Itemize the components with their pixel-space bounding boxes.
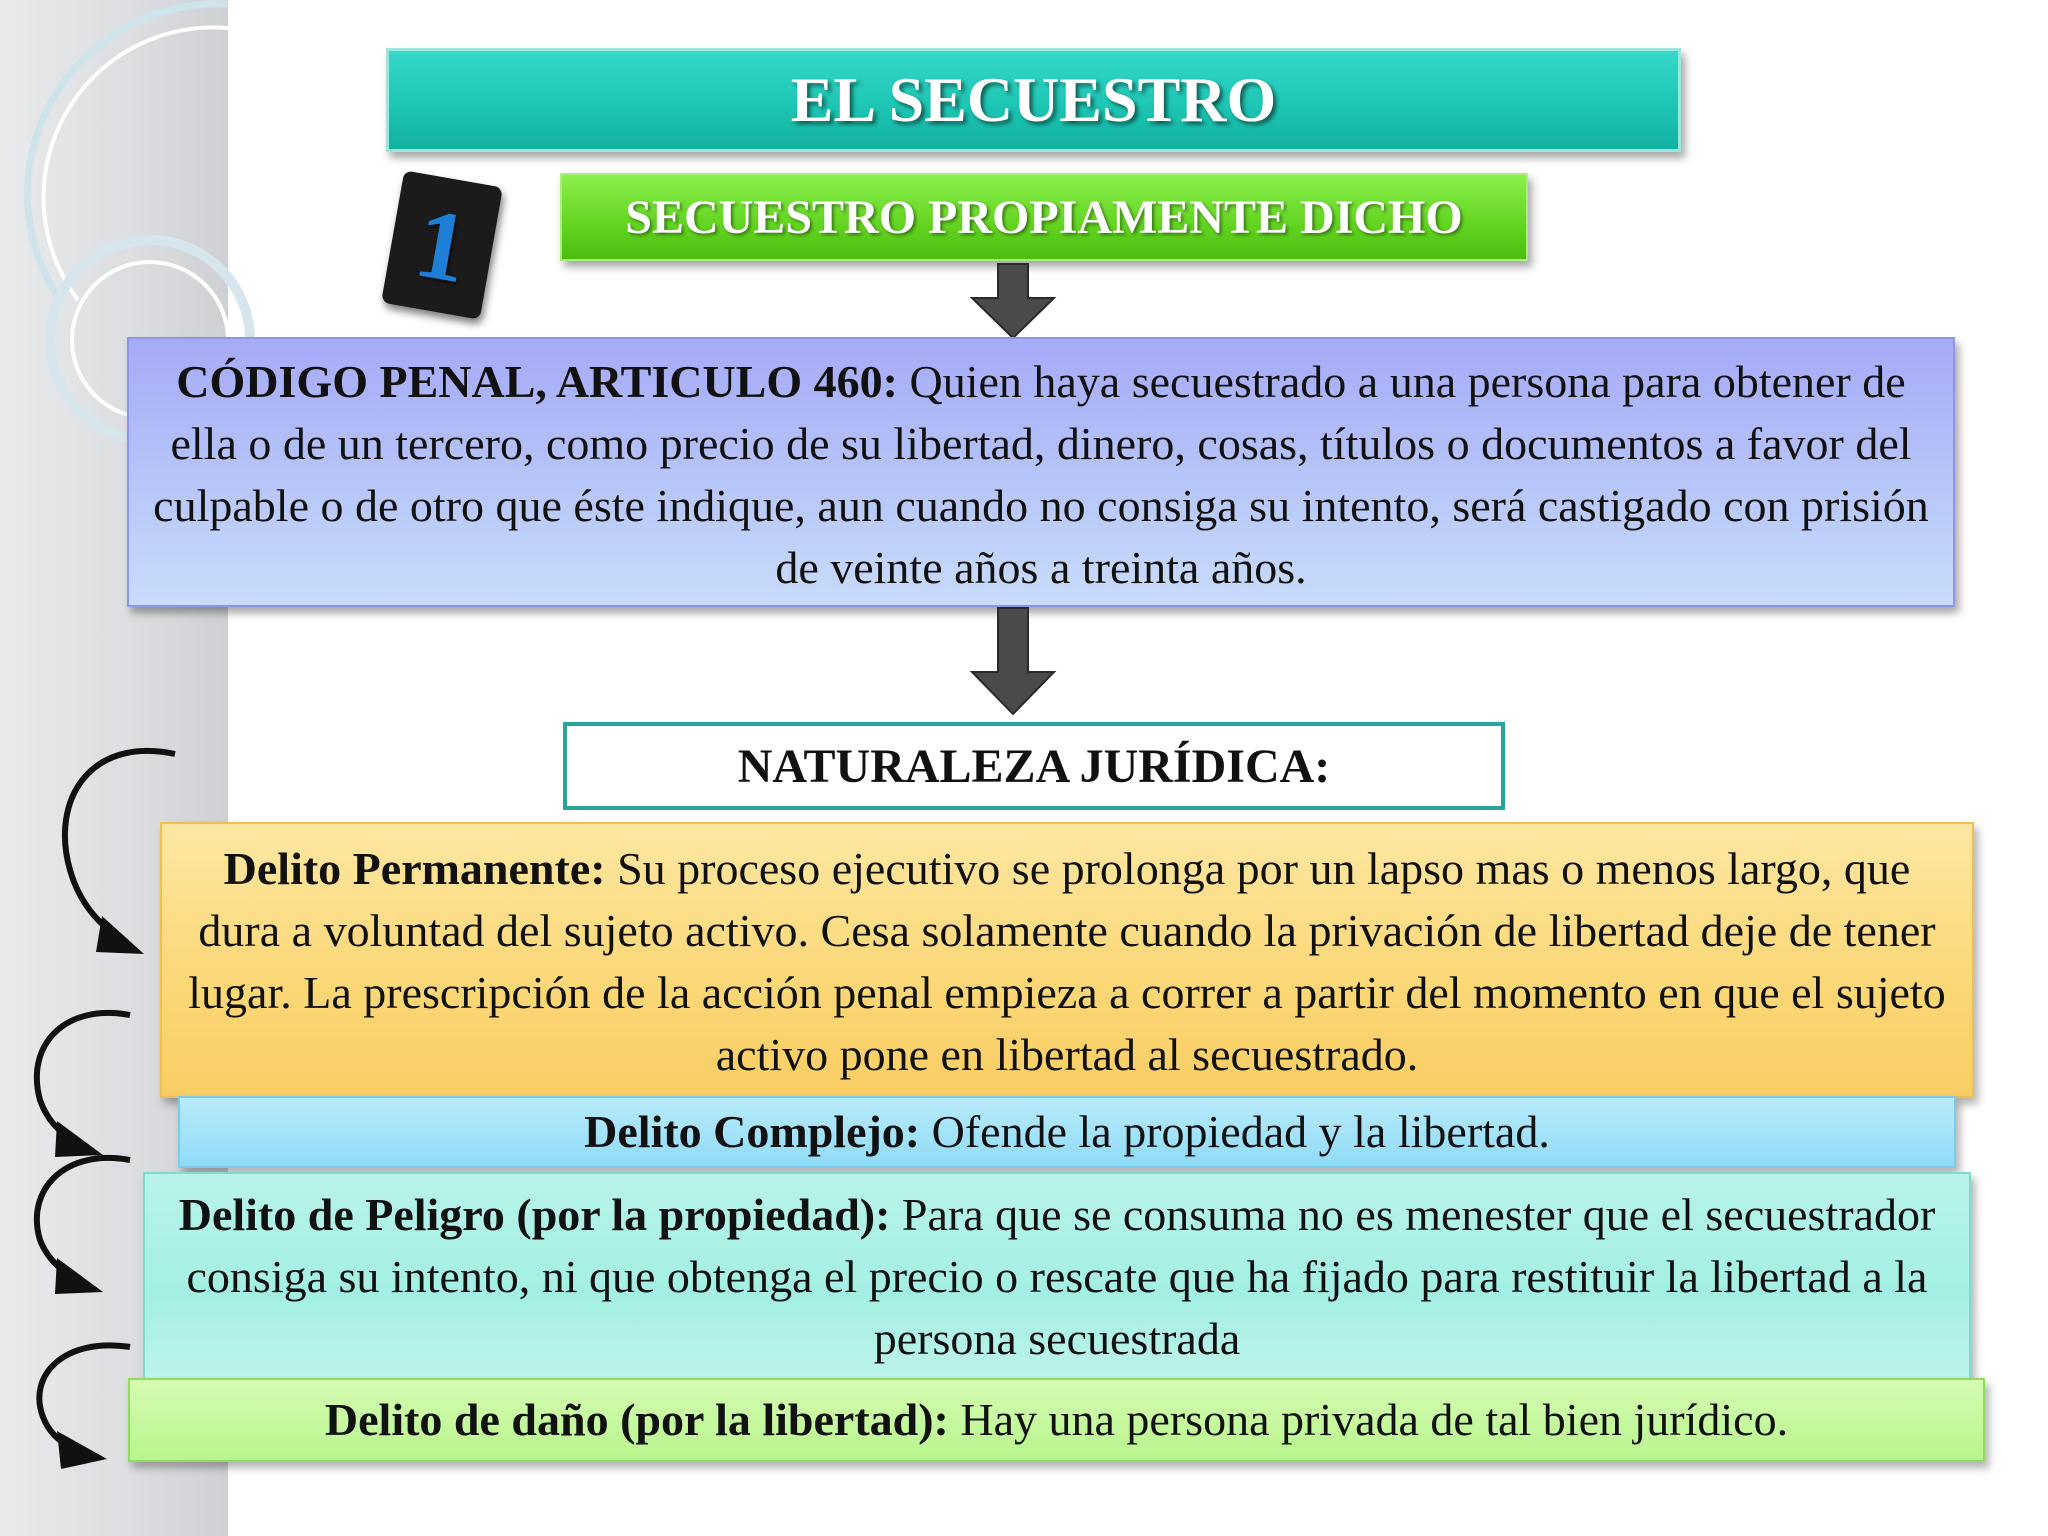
curved-arrow-icon [15, 1005, 145, 1165]
nature-heading: NATURALEZA JURÍDICA: [737, 739, 1331, 793]
badge-number: 1 [407, 186, 477, 304]
subtitle-banner [560, 173, 1528, 261]
complex-text: Ofende la propiedad y la libertad. [920, 1106, 1550, 1157]
nature-heading-box [563, 722, 1505, 810]
code-article-box [127, 337, 1955, 607]
down-arrow-icon [968, 262, 1058, 342]
page-title: EL SECUESTRO [790, 64, 1277, 135]
danger-text: Para que se consuma no es menester que el secuestrador consiga su intento, ni que obtenga el precio o rescate que ha fijado para restituir la libertad a la persona secuestrada [186, 1189, 1936, 1364]
complex-label: Delito Complejo: [584, 1106, 921, 1157]
permanent-label: Delito Permanente: [223, 843, 606, 894]
title-banner [386, 48, 1681, 152]
curved-arrow-icon [30, 740, 180, 970]
curved-arrow-icon [15, 1150, 145, 1300]
complex-crime-box [178, 1096, 1956, 1168]
damage-crime-box [128, 1378, 1985, 1462]
down-arrow-icon [968, 606, 1058, 718]
danger-crime-box [143, 1172, 1971, 1380]
permanent-crime-box [160, 822, 1974, 1098]
damage-text: Hay una persona privada de tal bien jurídico. [948, 1394, 1789, 1445]
code-article-label: CÓDIGO PENAL, ARTICULO 460: [176, 356, 898, 407]
danger-label: Delito de Peligro (por la propiedad): [178, 1189, 891, 1240]
permanent-text: Su proceso ejecutivo se prolonga por un lapso mas o menos largo, que dura a voluntad del sujeto activo. Cesa solamente cuando la privación de libertad deje de tener lugar. La prescripción de la acción penal empieza a correr a partir del momento en que el sujeto activo pone en libertad al secuestrado. [188, 843, 1946, 1080]
number-badge [381, 170, 503, 319]
curved-arrow-icon [15, 1335, 145, 1475]
code-article-text: Quien haya secuestrado a una persona para obtener de ella o de un tercero, como precio de su libertad, dinero, cosas, títulos o documentos a favor del culpable o de otro que éste indique, aun cuando no consiga su intento, será castigado con prisión de veinte años a treinta años. [153, 356, 1929, 593]
subtitle-text: SECUESTRO PROPIAMENTE DICHO [625, 190, 1463, 244]
damage-label: Delito de daño (por la libertad): [324, 1394, 949, 1445]
